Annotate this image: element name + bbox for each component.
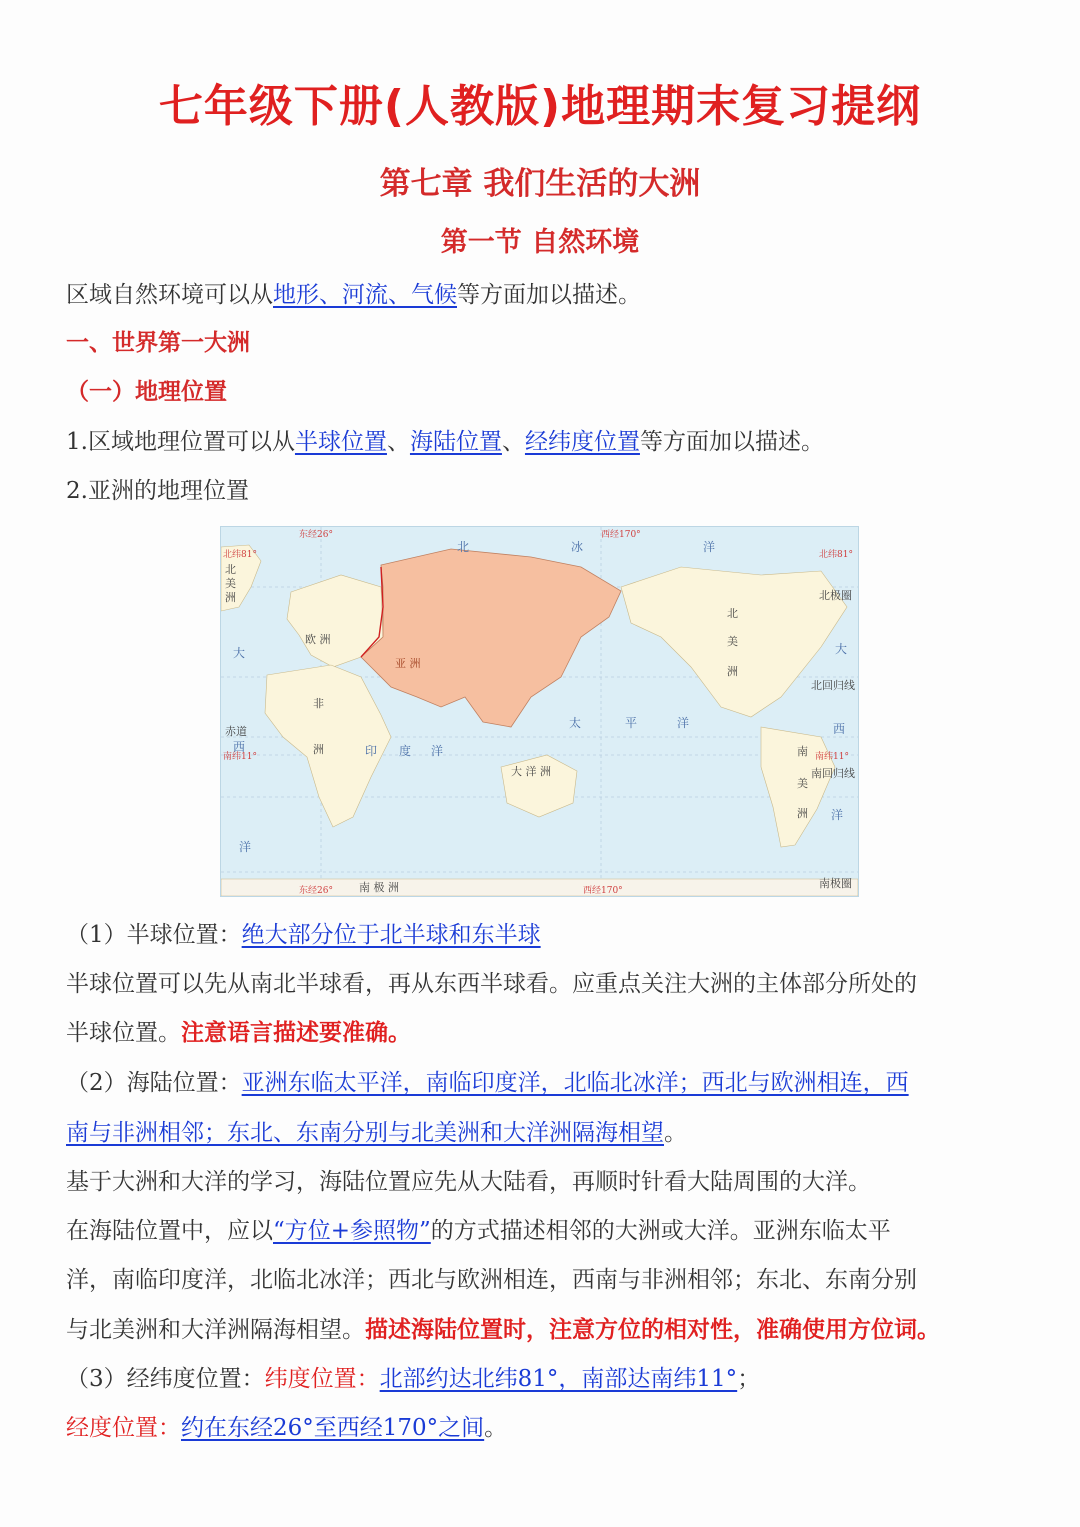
intro-paragraph [66, 280, 641, 310]
latlon-label: （3）经纬度位置： [66, 1366, 265, 1392]
point-2: 2.亚洲的地理位置 [66, 478, 249, 504]
sealand-note-2-highlight: “方位+参照物” [273, 1218, 431, 1244]
label-indian-ocean-3: 洋 [431, 744, 444, 758]
label-antarctic-circle: 南极圈 [819, 877, 852, 890]
lat-sep: ； [737, 1366, 761, 1392]
map-svg [221, 527, 858, 896]
lat-answer: 北部约达北纬81°，南部达南纬11° [379, 1366, 738, 1392]
label-pacific-ocean-1: 太 [569, 716, 582, 730]
chapter-title: 第七章 我们生活的大洲 [379, 166, 701, 202]
sealand-line2 [66, 1118, 687, 1148]
point-1-text-end: 等方面加以描述。 [639, 429, 824, 455]
lon-line [66, 1413, 507, 1443]
label-atlantic-left-3: 洋 [239, 840, 252, 854]
hemisphere-line [66, 920, 541, 950]
sealand-note-4-emphasis: 描述海陆位置时，注意方位的相对性，准确使用方位词。 [365, 1316, 940, 1343]
label-na-left-1: 北 [225, 563, 236, 576]
sealand-answer-2: 南与非洲相邻；东北、东南分别与北美洲和大洋洲隔海相望 [66, 1120, 664, 1146]
point-1-latlon: 经纬度位置 [524, 429, 640, 455]
label-atlantic-left-2: 西 [233, 740, 246, 754]
label-antarctica: 南 极 洲 [359, 881, 399, 894]
point-1-sealand: 海陆位置 [409, 429, 502, 455]
label-indian-ocean-1: 印 [365, 744, 378, 758]
label-arctic-ocean-2: 冰 [571, 540, 584, 554]
label-north-america-1: 北 [727, 607, 738, 620]
sealand-end: 。 [664, 1120, 687, 1146]
lon-answer: 约在东经26°至西经170°之间 [181, 1415, 485, 1441]
point-1-sep2: 、 [501, 429, 525, 455]
intro-text-end: 等方面加以描述。 [457, 282, 641, 308]
sealand-label: （2）海陆位置： [66, 1070, 242, 1096]
label-north-america-2: 美 [727, 635, 738, 648]
hemisphere-note-text: 半球位置。 [66, 1020, 181, 1046]
label-south-america-2: 美 [797, 777, 808, 790]
label-na-left-2: 美 [225, 577, 236, 590]
hemisphere-label: （1）半球位置： [66, 922, 242, 948]
label-south-america-3: 洲 [797, 807, 808, 820]
point-1-text: 1.区域地理位置可以从 [66, 429, 295, 455]
lon-end: 。 [484, 1415, 508, 1441]
label-indian-ocean-2: 度 [399, 744, 412, 758]
asia-location-map [220, 526, 859, 897]
label-arctic-ocean-1: 北 [457, 540, 470, 554]
sealand-note-2 [66, 1216, 891, 1246]
label-arctic-ocean-3: 洋 [703, 540, 716, 554]
label-na-left-3: 洲 [225, 591, 236, 604]
label-atlantic-right-2: 西 [833, 722, 846, 736]
heading-world-largest-continent: 一、世界第一大洲 [66, 329, 250, 356]
label-pacific-ocean-2: 平 [625, 716, 638, 730]
lat-label: 纬度位置： [264, 1366, 380, 1392]
label-europe: 欧 洲 [305, 633, 331, 646]
sealand-answer-1: 亚洲东临太平洋，南临印度洋，北临北冰洋；西北与欧洲相连，西 [241, 1070, 909, 1096]
label-bottom-left-longitude: 东经26° [299, 886, 333, 896]
label-atlantic-right-3: 洋 [831, 808, 844, 822]
label-atlantic-right-1: 大 [835, 642, 848, 656]
label-top-right-longitude: 西经170° [601, 530, 641, 540]
label-tropic-cancer: 北回归线 [811, 679, 855, 692]
label-africa-2: 洲 [313, 743, 324, 756]
sealand-note-2-text-end: 的方式描述相邻的大洲或大洋。亚洲东临太平 [430, 1218, 891, 1244]
label-south-america-1: 南 [797, 745, 808, 758]
section-title: 第一节 自然环境 [440, 227, 640, 258]
sealand-note-3: 洋，南临印度洋，北临北冰洋；西北与欧洲相连，西南与非洲相邻；东北、东南分别 [66, 1267, 917, 1293]
point-1-hemisphere: 半球位置 [294, 429, 387, 455]
latlon-line [66, 1364, 760, 1394]
label-south-lat-right: 南纬11° [815, 752, 849, 762]
label-tropic-capricorn: 南回归线 [811, 767, 855, 780]
label-bottom-right-longitude: 西经170° [583, 886, 623, 896]
label-oceania: 大 洋 洲 [511, 765, 551, 778]
label-top-left-longitude: 东经26° [299, 530, 333, 540]
intro-highlight: 地形、河流、气候 [273, 282, 457, 308]
lon-label: 经度位置： [66, 1415, 181, 1441]
sealand-note-4-text: 与北美洲和大洋洲隔海相望。 [66, 1317, 365, 1343]
label-north-lat-left: 北纬81° [223, 550, 257, 560]
point-1-sep: 、 [386, 429, 410, 455]
sealand-line1 [66, 1068, 909, 1098]
hemisphere-note-emphasis: 注意语言描述要准确。 [181, 1019, 411, 1046]
point-1 [66, 427, 824, 457]
label-north-america-3: 洲 [727, 665, 738, 678]
subheading-geo-location: （一）地理位置 [66, 378, 227, 405]
hemisphere-note-line2 [66, 1018, 411, 1048]
sealand-note-4 [66, 1315, 940, 1345]
intro-text: 区域自然环境可以从 [66, 282, 273, 308]
label-atlantic-left-1: 大 [233, 646, 246, 660]
label-south-lat-left: 南纬11° [223, 752, 257, 762]
page-title: 七年级下册(人教版)地理期末复习提纲 [158, 81, 922, 132]
label-pacific-ocean-3: 洋 [677, 716, 690, 730]
sealand-note-1: 基于大洲和大洋的学习，海陆位置应先从大陆看，再顺时针看大陆周围的大洋。 [66, 1169, 871, 1195]
label-asia: 亚 洲 [395, 657, 421, 670]
label-equator: 赤道 [225, 725, 247, 738]
sealand-note-2-text: 在海陆位置中，应以 [66, 1218, 273, 1244]
label-africa-1: 非 [313, 697, 324, 710]
hemisphere-answer: 绝大部分位于北半球和东半球 [241, 922, 541, 948]
hemisphere-note-line1: 半球位置可以先从南北半球看，再从东西半球看。应重点关注大洲的主体部分所处的 [66, 971, 917, 997]
label-north-lat-right: 北纬81° [819, 550, 853, 560]
label-arctic-circle: 北极圈 [819, 589, 852, 602]
